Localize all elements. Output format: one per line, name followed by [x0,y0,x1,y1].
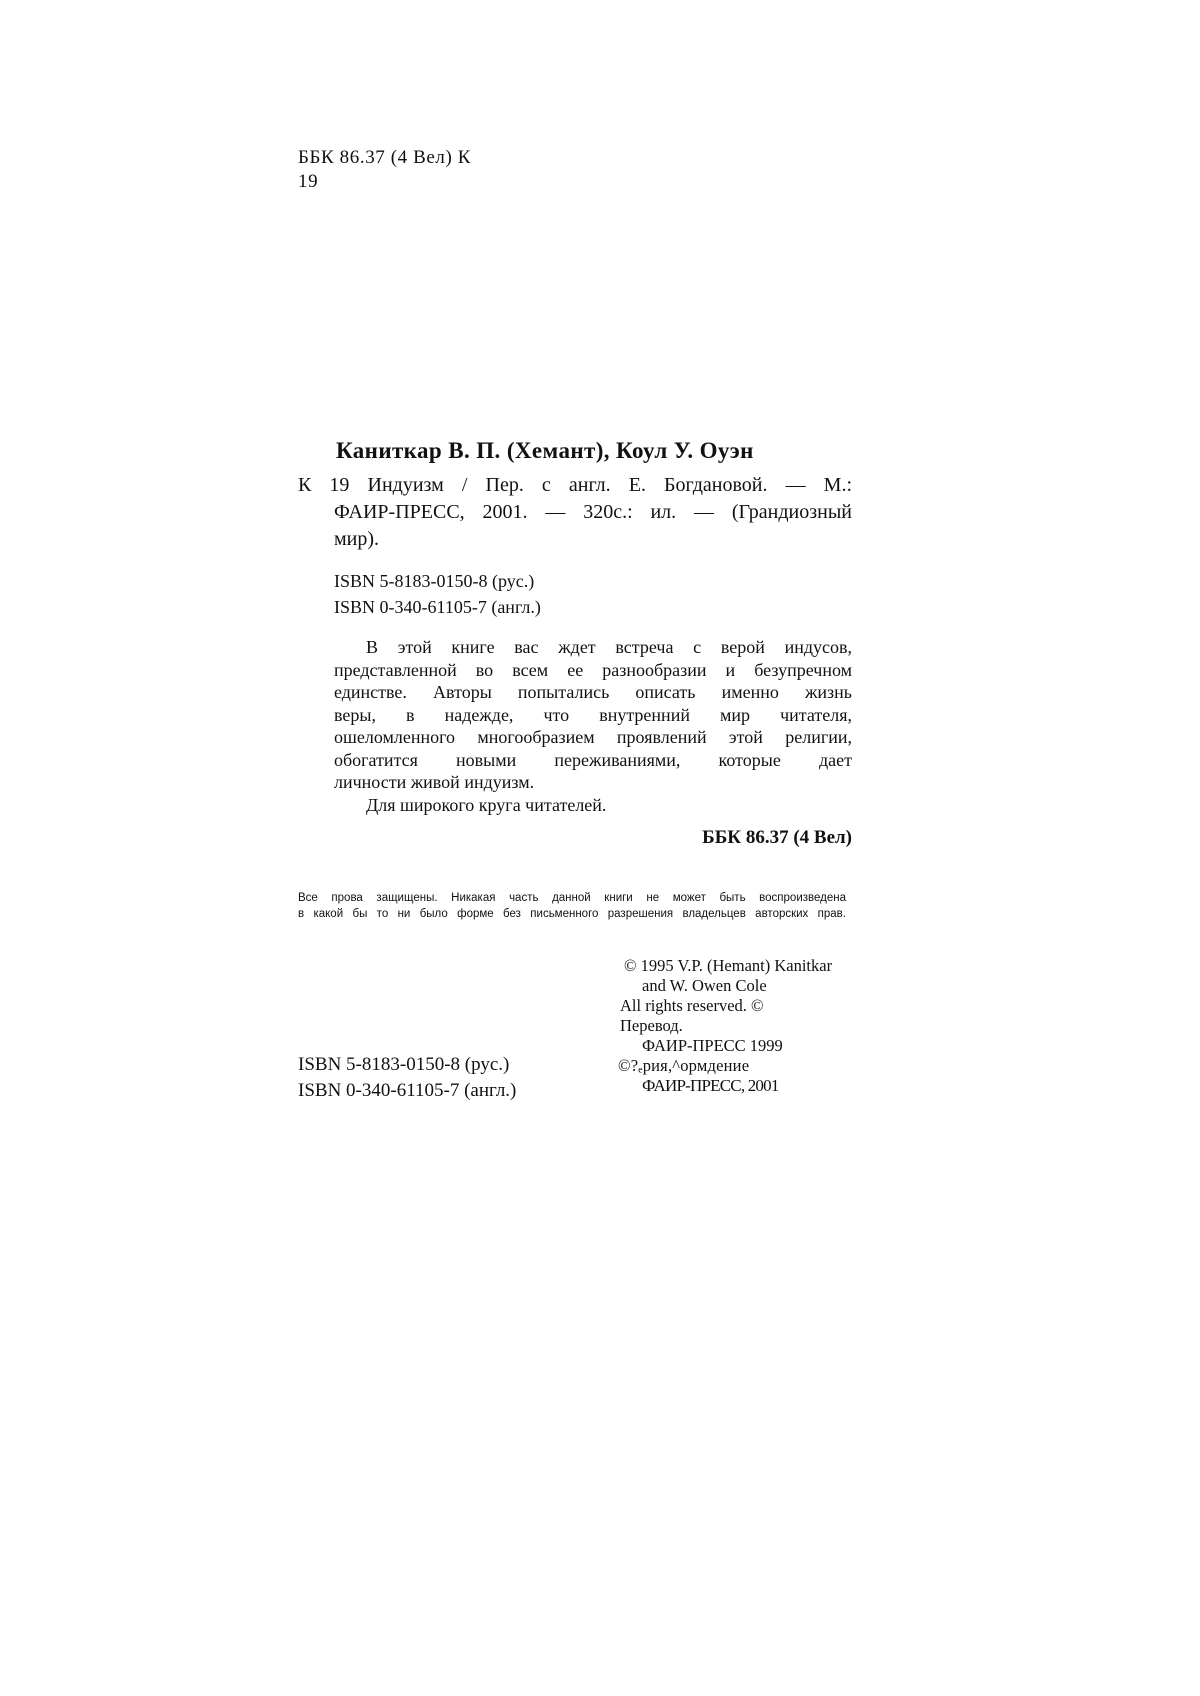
audience-note: Для широкого круга читателей. [366,794,607,815]
abstract-line: личности живой индуизм. [334,772,535,792]
copyright-line-3: All rights reserved. © [620,996,764,1015]
author-heading: Каниткар В. П. (Хемант), Коул У. Оуэн [336,438,754,463]
entry-line-2: ФАИР-ПРЕСС, 2001. — 320с.: ил. — (Грандиозный [334,501,852,523]
isbn-block-bottom [298,1052,516,1104]
entry-continuation [298,499,852,553]
abstract-line: обогатится новыми переживаниями, которые дает [334,749,852,770]
isbn-bottom-eng: ISBN 0-340-61105-7 (англ.) [298,1080,517,1101]
copyright-line-4: Перевод. [620,1016,683,1035]
abstract-paragraph [334,636,852,816]
isbn-block [334,568,541,620]
bbk-classification-top [298,146,471,194]
bbk-line-2: 19 [298,171,319,192]
rights-line-2: в какой бы то ни было форме без письменного разрешения владельцев авторских прав. [298,908,846,920]
isbn-eng: ISBN 0-340-61105-7 (англ.) [334,597,541,617]
isbn-rus: ISBN 5-8183-0150-8 (рус.) [334,571,535,591]
bbk-line-1: ББК 86.37 (4 Вел) К [298,147,472,168]
bbk-classification-bottom: ББК 86.37 (4 Вел) [702,827,852,848]
entry-line-1: К 19 Индуизм / Пер. с англ. Е. Богдановой. — М.: [298,474,852,496]
abstract-line: единстве. Авторы попытались описать именно жизнь [334,682,852,702]
rights-notice [298,890,846,922]
copyright-line-5: ФАИР-ПРЕСС 1999 [642,1036,783,1055]
copyright-line-7: ФАИР-ПРЕСС, 2001 [642,1076,779,1095]
copyright-line-6: ©?ₑрия,^ормдение [618,1056,750,1075]
abstract-line: ошеломленного многообразием проявлений этой религии, [334,727,852,747]
rights-line-1: Все прова защищены. Никакая часть данной книги не может быть воспроизведена [298,892,846,904]
isbn-bottom-rus: ISBN 5-8183-0150-8 (рус.) [298,1054,510,1075]
abstract-line: В этой книге вас ждет встреча с верой индусов, [366,637,852,657]
entry-line-3: мир). [334,528,380,550]
copyright-line-2: and W. Owen Cole [642,976,767,995]
abstract-line: веры, в надежде, что внутренний мир читателя, [334,704,852,725]
copyright-line-1: © 1995 V.P. (Hemant) Kanitkar [624,956,833,975]
abstract-line: представленной во всем ее разнообразии и безупречном [334,659,852,680]
bibliographic-entry [298,472,852,553]
copyright-block [618,956,832,1096]
